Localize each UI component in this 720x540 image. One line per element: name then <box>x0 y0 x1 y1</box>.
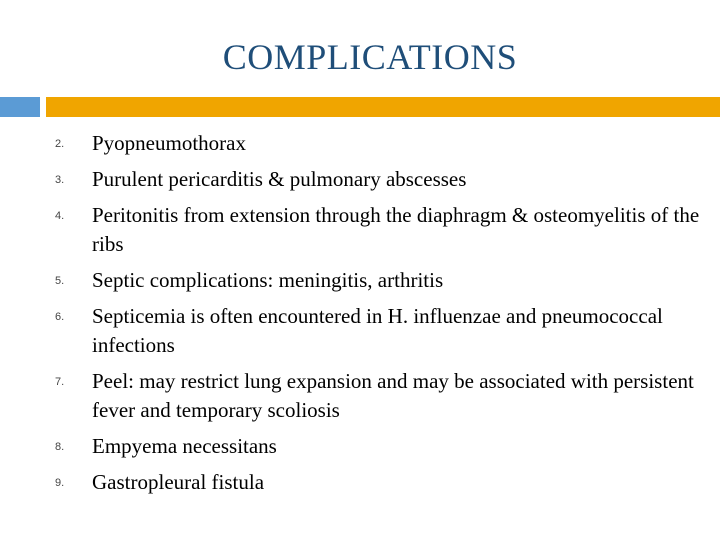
list-item-text: Empyema necessitans <box>92 434 277 458</box>
accent-bar-blue <box>0 97 40 117</box>
list-item <box>0 367 720 425</box>
list-number: 9. <box>55 477 65 489</box>
list-number: 8. <box>55 441 65 453</box>
list-item-text: Gastropleural fistula <box>92 470 265 494</box>
list-number: 4. <box>55 210 65 222</box>
list-item <box>0 201 720 259</box>
list-item <box>0 302 720 360</box>
list-item <box>0 129 720 158</box>
list-number: 6. <box>55 311 65 323</box>
list-item-text: Septicemia is often encountered in H. influenzae and pneumococcal infections <box>92 304 663 357</box>
list-item-text: Septic complications: meningitis, arthritis <box>92 268 444 292</box>
list-number: 3. <box>55 174 65 186</box>
list-number: 2. <box>55 138 65 150</box>
list-item-text: Purulent pericarditis & pulmonary abscesses <box>92 167 467 191</box>
complications-list <box>0 129 720 504</box>
list-number: 5. <box>55 275 65 287</box>
list-item <box>0 266 720 295</box>
list-item <box>0 165 720 194</box>
accent-bar-orange <box>46 97 720 117</box>
slide-title: COMPLICATIONS <box>222 37 518 77</box>
list-item-text: Pyopneumothorax <box>92 131 246 155</box>
list-item-text: Peel: may restrict lung expansion and may be associated with persistent fever and temporary scoliosis <box>92 369 694 422</box>
list-item <box>0 468 720 497</box>
list-item <box>0 432 720 461</box>
list-number: 7. <box>55 376 65 388</box>
list-item-text: Peritonitis from extension through the diaphragm & osteomyelitis of the ribs <box>92 203 700 256</box>
